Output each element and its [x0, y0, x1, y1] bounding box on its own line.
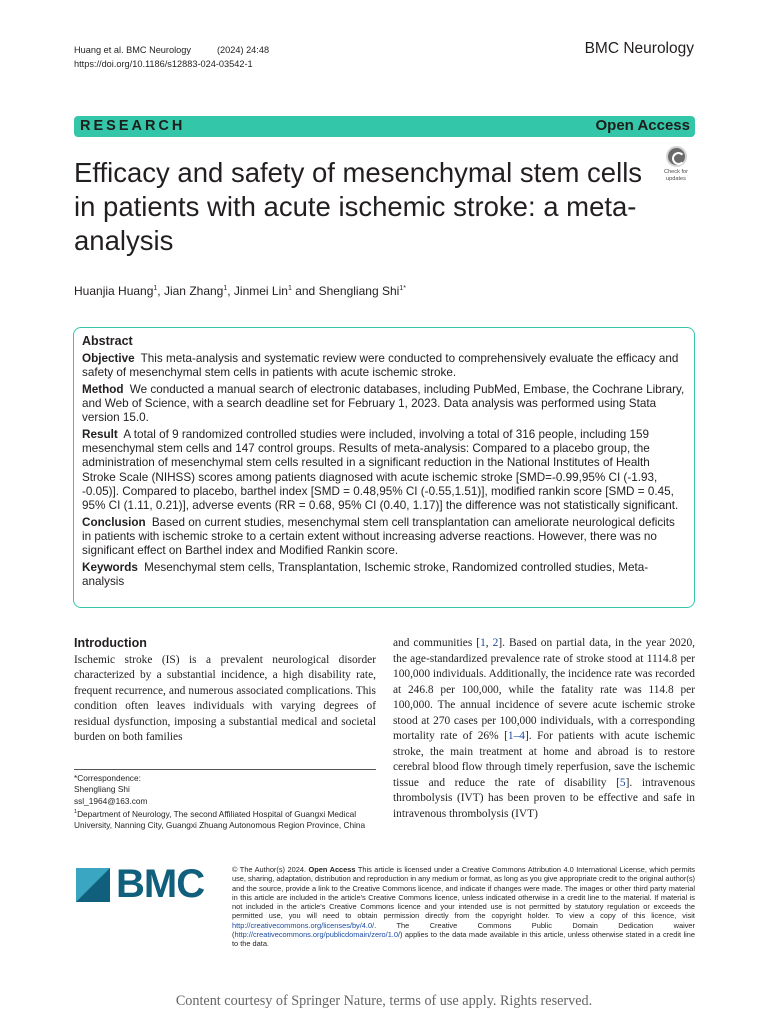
author-name: Jian Zhang [163, 284, 224, 298]
doi-link[interactable]: https://doi.org/10.1186/s12883-024-03542-1 [74, 59, 253, 69]
affiliation: $^1$Department of Neurology, The second Affiliated Hospital of Guangxi Medical University, Nanning City, Guangxi Zhuang Autonomous Region Province, China [74, 808, 366, 830]
public-domain-link[interactable]: http://creativecommons.org/publicdomain/zero/1.0/ [234, 930, 401, 940]
section-label: RESEARCH [80, 118, 186, 134]
author-name: Huanjia Huang [74, 284, 154, 298]
running-header [74, 43, 269, 71]
check-for-updates-button[interactable] [656, 146, 696, 184]
citation: Huang et al. BMC Neurology [74, 45, 191, 55]
intro-paragraph: Ischemic stroke (IS) is a prevalent neurological disorder characterized by a substantial incidence, a high disability rate, frequent recurrence, and numerous associated complications. This condition often leaves individuals with varying degrees of residual dysfunction, imposing a substantial medical and societal burden on both families [74, 653, 376, 743]
volume-year: (2024) 24:48 [216, 45, 270, 55]
bmc-logo [76, 862, 216, 908]
intro-paragraph-continued: and communities [1, 2]. Based on partial data, in the year 2020, the age-standardized prevalence rate of stroke stood at 1114.8 per 100,000 individuals. Additionally, the incidence rate was recorded at 246.8 per 100,000, while the fatality rate was 114.8 per 100,000. The annual incidence of severe acute ischemic stroke stood at 270 cases per 100,000 individuals, with a corresponding mortality rate of 26% [1–4]. For patients with acute ischemic stroke, the main treatment at home and abroad is to restore cerebral blood flow through timely reperfusion, save the ischemic tissue and reduce the rate of disability [5]. intravenous thrombolysis (IVT) has been proven to be effective and safe in intravenous thrombolysis (IVT) [393, 637, 695, 820]
correspondence-label: *Correspondence: [74, 773, 141, 783]
abstract-method: Method We conducted a manual search of electronic databases, including PubMed, Embase, the Cochrane Library, and Web of Science, with a search deadline set for February 1, 2023. Data analysis was performed using Stata version 15.0. [82, 382, 685, 425]
correspondence-email[interactable]: ssl_1964@163.com [74, 795, 148, 806]
intro-left-column [74, 636, 376, 746]
citation-link[interactable]: 1 [480, 637, 486, 649]
check-for-updates-label: Check for updates [664, 169, 688, 182]
author-name: Jinmei Lin [233, 284, 288, 298]
license-notice: © The Author(s) 2024. Open Access This article is licensed under a Creative Commons Attribution 4.0 International License, which permits use, sharing, adaptation, distribution and reproduction in any medium or format, as long as you give appropriate credit to the original author(s) and the source, provide a link to the Creative Commons licence, and indicate if changes were made. The images or other third party material in this article are included in the article's Creative Commons licence, unless indicated otherwise in a credit line to the material. If material is not included in the article's Creative Commons licence and your intended use is not permitted by statutory regulation or exceeds the permitted use, you will need to obtain permission directly from the copyright holder. To view a copy of this licence, visit http://creativecommons.org/licenses/by/4.0/. The Creative Commons Public Domain Dedication waiver (http://creativecommons.org/publicdomain/zero/1.0/) applies to the data made available in this article, unless otherwise stated in a credit line to the data. [232, 865, 696, 949]
abstract-objective: Objective This meta-analysis and systematic review were conducted to comprehensively evaluate the efficacy and safety of mesenchymal stem cells in patients with acute ischemic stroke. [82, 352, 679, 380]
abstract-heading: Abstract [82, 334, 133, 348]
correspondence-name: Shengliang Shi [74, 784, 130, 795]
abstract-box [73, 327, 695, 608]
intro-heading: Introduction [74, 636, 147, 650]
section-banner [74, 116, 695, 137]
abstract-result: Result A total of 9 randomized controlled studies were included, involving a total of 316 people, including 159 mesenchymal stem cells and 147 control groups. Results of meta-analysis: Compared to a placebo group, the administration of mesenchymal stem cells resulted in a significant reduction in the National Institutes of Health Stroke Scale (NIHSS) scores among patients diagnosed with acute ischemic stroke [SMD=-0.99,95% CI (-1.93, -0.05)]. Compared to placebo, barthel index [SMD = 0.48,95% CI (-0.55,1.51)], modified rankin score [SMD = 0.45, 95% CI (1.11, 0.21)], adverse events (RR = 0.68, 95% CI (0.40, 1.17)] the difference was not statistically significant. [82, 428, 679, 513]
article-title: Efficacy and safety of mesenchymal stem cells in patients with acute ischemic stroke: a meta-analysis [74, 157, 643, 256]
footnotes [74, 773, 374, 831]
keywords: Keywords Mesenchymal stem cells, Transplantation, Ischemic stroke, Randomized controlled studies, Meta-analysis [82, 560, 649, 589]
page-footer: Content courtesy of Springer Nature, terms of use apply. Rights reserved. [175, 993, 593, 1009]
license-link[interactable]: http://creativecommons.org/licenses/by/4.0/ [232, 920, 375, 930]
author-name: Shengliang Shi [318, 284, 400, 298]
author-list: Huanjia Huang$^1$, Jian Zhang$^1$, Jinmei Lin$^1$ and Shengliang Shi$^{1*}$ [74, 284, 406, 298]
open-access-label: Open Access [595, 117, 690, 134]
bmc-logo-icon [76, 868, 110, 902]
citation-link[interactable]: 2 [492, 637, 499, 649]
footnote-divider [74, 769, 376, 770]
citation-link[interactable]: 1–4 [507, 730, 525, 742]
citation-link[interactable]: 5 [619, 776, 626, 789]
bmc-logo-text: BMC [116, 862, 205, 906]
update-check-icon [666, 146, 687, 167]
journal-name: BMC Neurology [584, 40, 694, 57]
abstract-conclusion: Conclusion Based on current studies, mesenchymal stem cell transplantation can ameliorate neurological deficits in patients with ischemic stroke to a certain extent without increasing adverse reactions. However, there was no significant effect on Barthel index and Modified Rankin score. [82, 515, 675, 558]
intro-right-column [393, 636, 695, 822]
